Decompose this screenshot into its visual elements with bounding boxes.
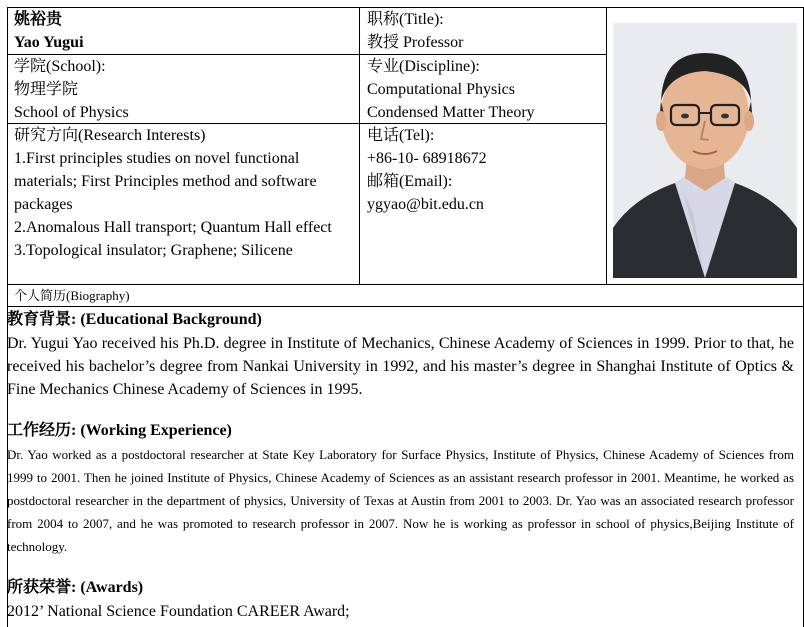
research-item-3: 3.Topological insulator; Graphene; Silicene [14, 242, 293, 259]
school-en: School of Physics [14, 104, 129, 121]
portrait-illustration [613, 23, 797, 278]
work-heading: 工作经历: (Working Experience) [7, 422, 232, 439]
table-col-divider-2 [606, 7, 607, 284]
title-cell [361, 8, 605, 54]
school-cn: 物理学院 [14, 81, 79, 98]
name-en: Yao Yugui [14, 34, 84, 51]
discipline-cell [361, 55, 605, 124]
edu-heading: 教育背景: (Educational Background) [7, 311, 262, 328]
work-text: Dr. Yao worked as a postdoctoral researcher at State Key Laboratory for Surface Physics, Institute of Physics, Chinese Academy of Sciences from 1999 to 2001. Then he joined Institute of Physics, Chinese Academy of Sciences as an assistant research professor in 2001. Meantime, he worked as postdoctoral researcher in the department of physics, University of Texas at Austin from 2001 to 2003. Dr. Yao was an associated research professor from 2004 to 2007, and he was promoted to research professor in 2007. Now he is working as professor in school of physics,Beijing Institute of technology. [7, 447, 794, 554]
research-item-1: 1.First principles studies on novel functional materials; First Principles method and software packages [14, 150, 317, 213]
email-value[interactable]: ygyao@bit.edu.cn [367, 196, 484, 213]
title-label: 职称(Title): [367, 11, 444, 28]
discipline-2: Condensed Matter Theory [367, 104, 535, 121]
email-label: 邮箱(Email): [367, 173, 453, 190]
table-col-divider-1 [359, 7, 360, 284]
school-cell [8, 55, 358, 124]
name-cn: 姚裕贵 [14, 11, 63, 28]
biography-section [7, 308, 794, 623]
edu-text: Dr. Yugui Yao received his Ph.D. degree in Institute of Mechanics, Chinese Academy of Sciences in 1999. Prior to that, he received his bachelor’s degree from Nankai University in 1992, and his master’s degree in Shanghai Institute of Optics & Fine Mechanics Chinese Academy of Sciences in 1995. [7, 335, 794, 398]
table-row-divider-4 [7, 306, 804, 307]
research-cell [8, 124, 358, 262]
name-cell [8, 8, 358, 54]
title-value: 教授 Professor [367, 34, 464, 51]
tel-value: +86-10- 68918672 [367, 150, 487, 167]
discipline-1: Computational Physics [367, 81, 515, 98]
awards-item-1: 2012’ National Science Foundation CAREER Award; [7, 603, 350, 620]
profile-photo [613, 23, 797, 278]
discipline-label: 专业(Discipline): [367, 58, 480, 75]
research-label: 研究方向(Research Interests) [14, 127, 206, 144]
school-label: 学院(School): [14, 58, 106, 75]
biography-label-cell [8, 285, 802, 306]
awards-heading: 所获荣誉: (Awards) [7, 579, 144, 596]
research-item-2: 2.Anomalous Hall transport; Quantum Hall effect [14, 219, 332, 236]
biography-label: 个人简历(Biography) [14, 288, 130, 303]
tel-label: 电话(Tel): [367, 127, 435, 144]
contact-cell [361, 124, 605, 216]
